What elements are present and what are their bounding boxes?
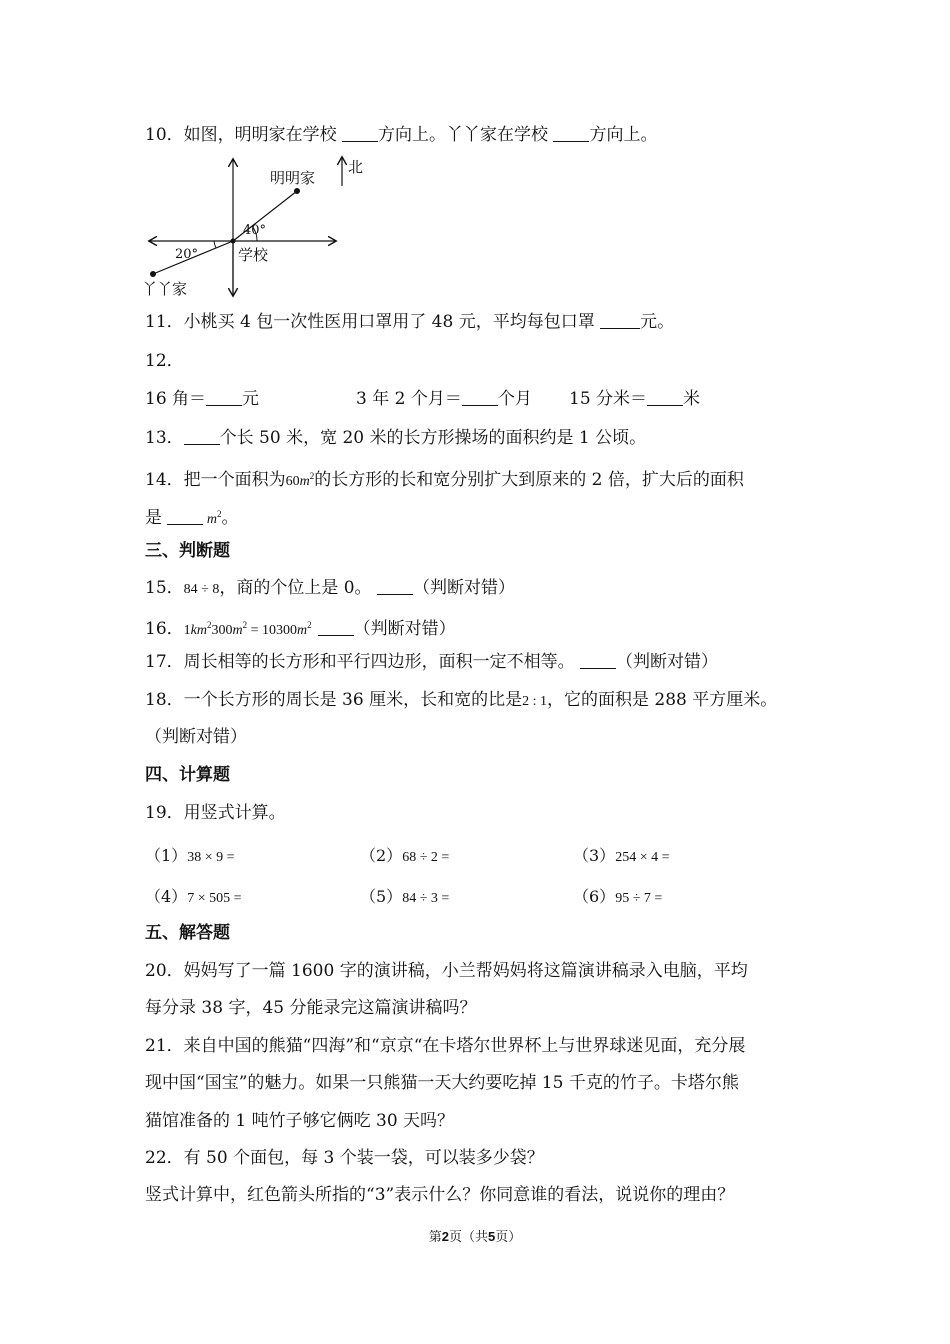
- question-18-line1: 18．一个长方形的周长是 36 厘米，长和宽的比是2 : 1，它的面积是 288 平方厘米。: [145, 690, 778, 710]
- question-18-line2: （判断对错）: [145, 727, 247, 747]
- angle-40: 40°: [243, 223, 267, 238]
- section-3-title: 三、判断题: [145, 541, 230, 561]
- answer-blank[interactable]: [600, 312, 640, 329]
- answer-blank[interactable]: [580, 652, 616, 669]
- north-label: 北: [348, 158, 364, 176]
- answer-blank[interactable]: [342, 125, 378, 142]
- calc-item-5: （5）84 ÷ 3 =: [360, 887, 450, 906]
- point-school: [231, 239, 236, 244]
- question-22-line2: 竖式计算中，红色箭头所指的“3”表示什么？你同意谁的看法，说说你的理由？: [145, 1185, 735, 1205]
- question-12-a: 16 角＝ 元: [145, 389, 260, 409]
- page-footer: 第2页（共5页）: [428, 1229, 522, 1245]
- label-yaya: 丫丫家: [142, 280, 188, 298]
- question-19: 19．用竖式计算。: [145, 803, 286, 823]
- question-21-line3: 猫馆准备的 1 吨竹子够它俩吃 30 天吗？: [145, 1111, 455, 1131]
- question-14-line1: 14．把一个面积为$60m^2$的长方形的长和宽分别扩大到原来的 2 倍，扩大后的面积: [145, 470, 744, 490]
- answer-blank[interactable]: [184, 428, 220, 445]
- question-10: 10．如图，明明家在学校 方向上。丫丫家在学校 方向上。: [145, 125, 658, 145]
- calc-item-3: （3）254 × 4 =: [573, 846, 670, 865]
- answer-blank[interactable]: [318, 619, 354, 636]
- question-12-b: 3 年 2 个月＝ 个月: [356, 389, 532, 409]
- label-school: 学校: [238, 246, 269, 264]
- calc-item-1: （1）38 × 9 =: [145, 846, 235, 865]
- question-14-line2: 是 $m^2$。: [145, 508, 239, 528]
- section-5-title: 五、解答题: [145, 923, 230, 943]
- question-15: 15．84 ÷ 8，商的个位上是 0。 （判断对错）: [145, 578, 515, 598]
- calc-item-2: （2）68 ÷ 2 =: [360, 846, 450, 865]
- question-11: 11．小桃买 4 包一次性医用口罩用了 48 元，平均每包口罩 元。: [145, 312, 675, 332]
- calc-item-6: （6）95 ÷ 7 =: [573, 887, 663, 906]
- question-21-line2: 现中国“国宝”的魅力。如果一只熊猫一天大约要吃掉 15 千克的竹子。卡塔尔熊: [145, 1073, 739, 1093]
- label-mingming: 明明家: [270, 169, 316, 187]
- angle-20: 20°: [175, 247, 199, 262]
- answer-blank[interactable]: [167, 508, 203, 525]
- answer-blank[interactable]: [462, 389, 498, 406]
- section-4-title: 四、计算题: [145, 765, 230, 785]
- question-12-number: 12．: [145, 351, 184, 371]
- question-22-line1: 22．有 50 个面包，每 3 个装一袋，可以装多少袋？: [145, 1148, 544, 1168]
- question-16: 16．$1km^2300m^2 = 10300m^2$ （判断对错）: [145, 619, 456, 639]
- answer-blank[interactable]: [206, 389, 242, 406]
- direction-diagram: [140, 150, 380, 300]
- answer-blank[interactable]: [647, 389, 683, 406]
- question-13: 13． 个长 50 米，宽 20 米的长方形操场的面积约是 1 公顷。: [145, 428, 647, 448]
- question-20-line2: 每分录 38 字，45 分能录完这篇演讲稿吗？: [145, 998, 477, 1018]
- question-21-line1: 21．来自中国的熊猫“四海”和“京京“在卡塔尔世界杯上与世界球迷见面，充分展: [145, 1036, 746, 1056]
- question-20-line1: 20．妈妈写了一篇 1600 字的演讲稿，小兰帮妈妈将这篇演讲稿录入电脑，平均: [145, 961, 748, 981]
- question-12-c: 15 分米＝ 米: [569, 389, 701, 409]
- point-mingming: [294, 188, 300, 194]
- answer-blank[interactable]: [377, 578, 413, 595]
- point-yaya: [150, 271, 156, 277]
- answer-blank[interactable]: [553, 125, 589, 142]
- question-17: 17．周长相等的长方形和平行四边形，面积一定不相等。 （判断对错）: [145, 652, 719, 672]
- calc-item-4: （4）7 × 505 =: [145, 887, 242, 906]
